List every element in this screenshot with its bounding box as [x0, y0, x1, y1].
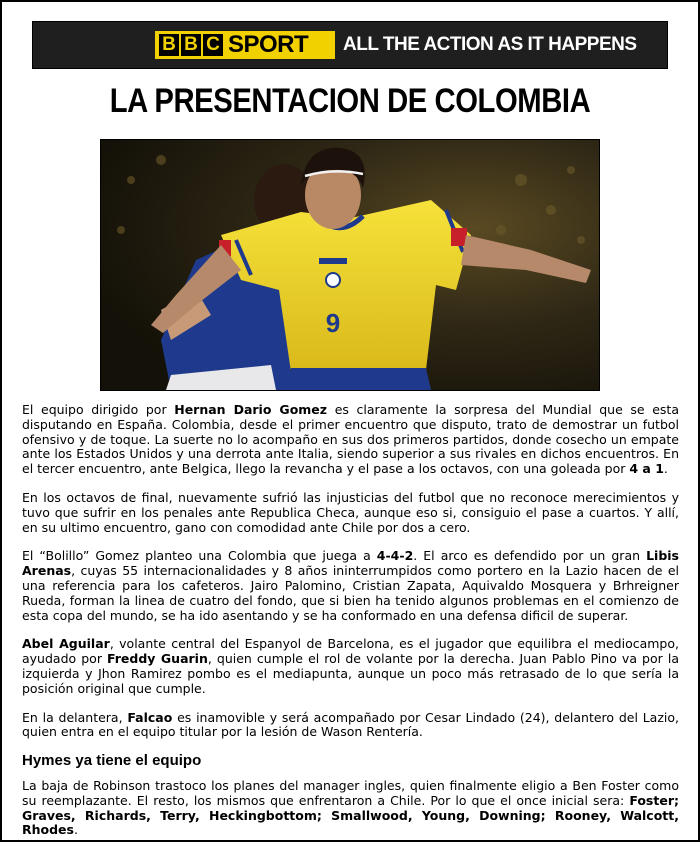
article-paragraph-2: En los octavos de final, nuevamente sufrió las injusticias del futbol que no reconoce merecimientos y tuvo que sufrir en los penales ante Republica Checa, aunque eso si, consiguio el pase a cuartos. Y allí, en su ultimo encuentro, gano con comodidad ante Chile por dos a cero. [22, 489, 679, 535]
article-photo [100, 139, 600, 391]
bbc-sport-logo [155, 31, 335, 59]
article-paragraph-3: El “Bolillo” Gomez planteo una Colombia que juega a 4-4-2. El arco es defendido por un gran Libis Arenas, cuyas 55 internacionalidades y 8 años ininterrumpidos como portero en la Lazio hacen de el una referencia para los cafeteros. Jairo Palomino, Cristian Zapata, Aquivaldo Mosquera y Brhreigner Rueda, forman la linea de cuatro del fondo, que si bien ha tenido algunos problemas en el comienzo de esta copa del mundo, se ha ido asentando y se ha conformado en una defensa dificil de superar. [22, 548, 680, 623]
page-title: LA PRESENTACION DE COLOMBIA [109, 82, 591, 120]
logo-letter-c: C [203, 34, 223, 56]
article-paragraph-6: La baja de Robinson trastoco los planes del manager ingles, quien finalmente eligio a Ben Foster como su reemplazante. El resto, los mismos que enfrentaron a Chile. Por lo que el once inicial sera: Foster; Graves, Richards, Terry, Heckingbottom; Smallwood, Young, Downing; Rooney, Walcott, Rhodes. [22, 777, 679, 838]
article-paragraph-1: El equipo dirigido por Hernan Dario Gomez es claramente la sorpresa del Mundial que se esta disputando en España. Colombia, desde el primer encuentro que disputo, trato de demostrar un futbol ofensivo y de toque. La suerte no lo acompaño en sus dos primeros partidos, donde cosecho un empate ante los Estados Unidos y una derrota ante Italia, siendo superior a sus rivales en dichos encuentros. En el tercer encuentro, ante Belgica, llego la revancha y el pase a los octavos, con una goleada por 4 a 1. [22, 402, 679, 477]
banner-tagline: ALL THE ACTION AS IT HAPPENS [343, 34, 637, 55]
logo-sport-word: SPORT [228, 31, 309, 58]
bbc-sport-banner [32, 21, 668, 69]
section-subheading: Hymes ya tiene el equipo [22, 752, 202, 770]
article-paragraph-4: Abel Aguilar, volante central del Espanyol de Barcelona, es el jugador que equilibra el mediocampo, ayudado por Freddy Guarin, quien cumple el rol de volante por la derecha. Juan Pablo Pino va por la izquierda y Jhon Ramirez pombo es el mediapunta, aunque un poco más retrasado de lo que sería la posición original que cumple. [22, 636, 679, 696]
footballer-photo-illustration [101, 140, 599, 390]
logo-letter-b2: B [181, 34, 201, 56]
article-body [22, 403, 679, 852]
logo-letter-b1: B [159, 34, 179, 56]
shirt-number: 9 [325, 308, 341, 338]
article-paragraph-5: En la delantera, Falcao es inamovible y será acompañado por Cesar Lindado (24), delantero del Lazio, quien entra en el equipo titular por la lesión de Wason Rentería. [22, 709, 680, 740]
